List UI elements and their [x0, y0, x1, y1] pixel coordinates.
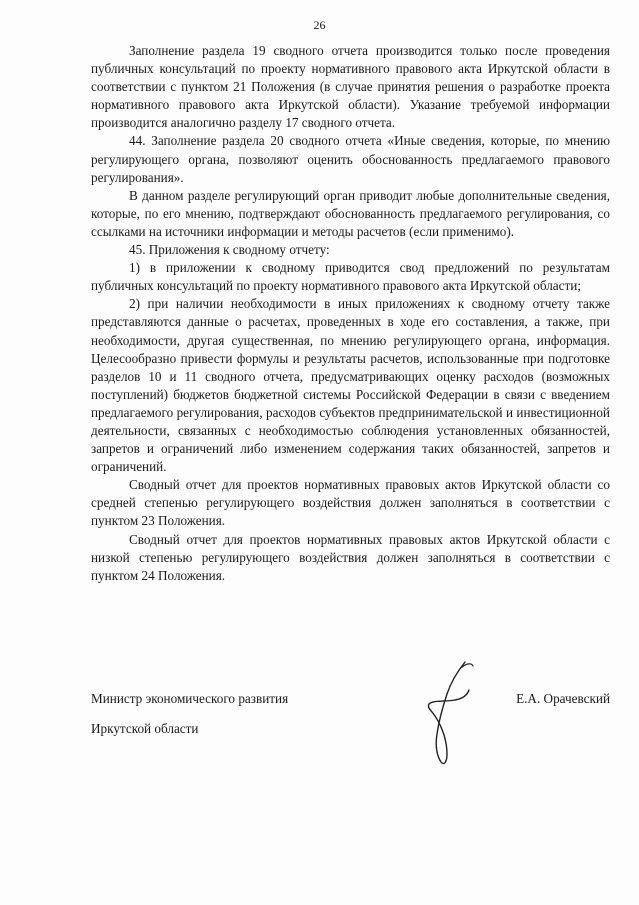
paragraph-low-impact: Сводный отчет для проектов нормативных правовых актов Иркутской области с низкой степенью регулирующего воздействия должен заполняться в соответствии с пунктом 24 Положения. — [91, 531, 610, 583]
signer-name: Е.А. Орачевский — [516, 691, 610, 706]
signature-block — [91, 676, 610, 786]
signer-position-line-2: Иркутской области — [91, 721, 199, 736]
paragraph-section-20-details: В данном разделе регулирующий орган приводит любые дополнительные сведения, которые, по его мнению, подтверждают обоснованность предлагаемого регулирования, со ссылками на источники информации и методы расчетов (если применимо). — [91, 187, 610, 239]
document-body — [91, 42, 610, 585]
page-number: 26 — [313, 18, 326, 32]
handwritten-signature-icon — [421, 658, 481, 768]
paragraph-appendix-1: 1) в приложении к сводному приводится свод предложений по результатам публичных консультаций по проекту нормативного правового акта Иркутской области; — [91, 260, 610, 294]
paragraph-medium-impact: Сводный отчет для проектов нормативных правовых актов Иркутской области со средней степенью регулирующего воздействия должен заполняться в соответствии с пунктом 23 Положения. — [91, 477, 610, 529]
paragraph-section-19: Заполнение раздела 19 сводного отчета производится только после проведения публичных консультаций по проекту нормативного правового акта Иркутской области в соответствии с пунктом 21 Положения (в случае принятия решения о разработке проекта нормативного правового акта Иркутской области). Указание требуемой информации производится аналогично разделу 17 сводного отчета. — [91, 43, 610, 131]
paragraph-item-45: 45. Приложения к сводному отчету: — [129, 242, 330, 258]
signer-position — [91, 676, 288, 751]
paragraph-item-44: 44. Заполнение раздела 20 сводного отчета «Иные сведения, которые, по мнению регулирующего органа, позволяют оценить обоснованность предлагаемого правового регулирования». — [91, 133, 610, 185]
paragraph-appendix-2: 2) при наличии необходимости в иных приложениях к сводному отчету также представляются данные о расчетах, проведенных в ходе его составления, а также, при необходимости, другая существенная, по мнению регулирующего органа, информация. Целесообразно привести формулы и результаты расчетов, использованные при подготовке разделов 10 и 11 сводного отчета, предусматривающих оценку расходов (возможных поступлений) бюджетов бюджетной системы Российской Федерации в связи с введением предлагаемого регулирования, расходов субъектов предпринимательской и инвестиционной деятельности, связанных с необходимостью соблюдения установленных обязанностей, запретов и ограничений либо изменением содержания таких обязанностей, запретов и ограничений. — [91, 296, 610, 475]
signer-position-line-1: Министр экономического развития — [91, 691, 289, 706]
